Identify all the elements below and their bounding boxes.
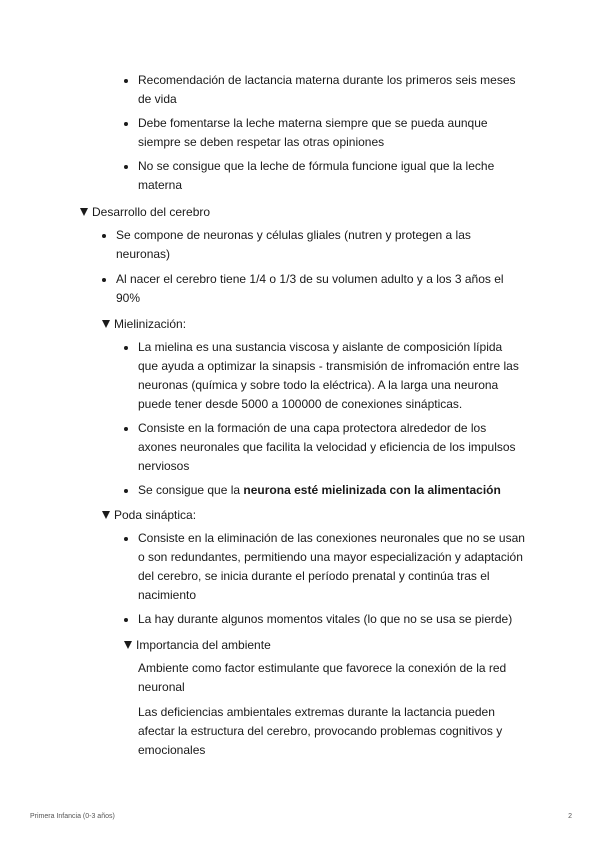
toggle-title: Desarrollo del cerebro — [92, 205, 211, 219]
item-bold-text: neurona esté mielinizada con la alimentación — [243, 483, 501, 497]
toggle-title: Mielinización: — [114, 317, 187, 331]
item-text: Se consigue que la — [138, 483, 244, 497]
list-item: Se compone de neuronas y células gliales (nutren y protegen a las neuronas) — [116, 226, 496, 264]
toggle-mielinizacion[interactable] — [102, 315, 186, 334]
toggle-desarrollo-cerebro[interactable] — [80, 203, 210, 222]
list-item: Recomendación de lactancia materna durante los primeros seis meses de vida — [138, 71, 528, 109]
list-item: Al nacer el cerebro tiene 1/4 o 1/3 de su volumen adulto y a los 3 años el 90% — [116, 270, 516, 308]
list-item: Consiste en la eliminación de las conexiones neuronales que no se usan o son redundantes, permitiendo una mayor especialización y adaptación del cerebro, se inicia durante el período prenatal y continúa tras el nacimiento — [138, 529, 528, 605]
toggle-title: Poda sináptica: — [114, 508, 197, 522]
list-item: La hay durante algunos momentos vitales (lo que no se usa se pierde) — [138, 610, 538, 629]
triangle-down-icon — [124, 641, 132, 649]
list-item: Consiste en la formación de una capa protectora alrededor de los axones neuronales que facilita la velocidad y eficiencia de los impulsos nerviosos — [138, 419, 523, 476]
list-item: No se consigue que la leche de fórmula funcione igual que la leche materna — [138, 157, 528, 195]
toggle-title: Importancia del ambiente — [136, 638, 271, 652]
list-item: Debe fomentarse la leche materna siempre que se pueda aunque siempre se deben respetar las otras opiniones — [138, 114, 528, 152]
toggle-importancia-ambiente[interactable] — [124, 636, 271, 655]
list-item: La mielina es una sustancia viscosa y aislante de composición lípida que ayuda a optimizar la sinapsis - transmisión de infromación entre las neuronas (química y sobre todo la eléctrica). A la larga una neurona puede tener desde 5000 a 100000 de conexiones sinápticas. — [138, 338, 523, 414]
triangle-down-icon — [80, 208, 88, 216]
list-item — [138, 481, 538, 500]
triangle-down-icon — [102, 320, 110, 328]
toggle-poda-sinaptica[interactable] — [102, 506, 196, 525]
page-number: 2 — [568, 813, 572, 820]
triangle-down-icon — [102, 511, 110, 519]
footer-title: Primera Infancia (0-3 años) — [30, 813, 115, 820]
paragraph: Las deficiencias ambientales extremas durante la lactancia pueden afectar la estructura del cerebro, provocando problemas cognitivos y emocionales — [138, 705, 503, 757]
paragraph: Ambiente como factor estimulante que favorece la conexión de la red neuronal — [138, 661, 507, 694]
